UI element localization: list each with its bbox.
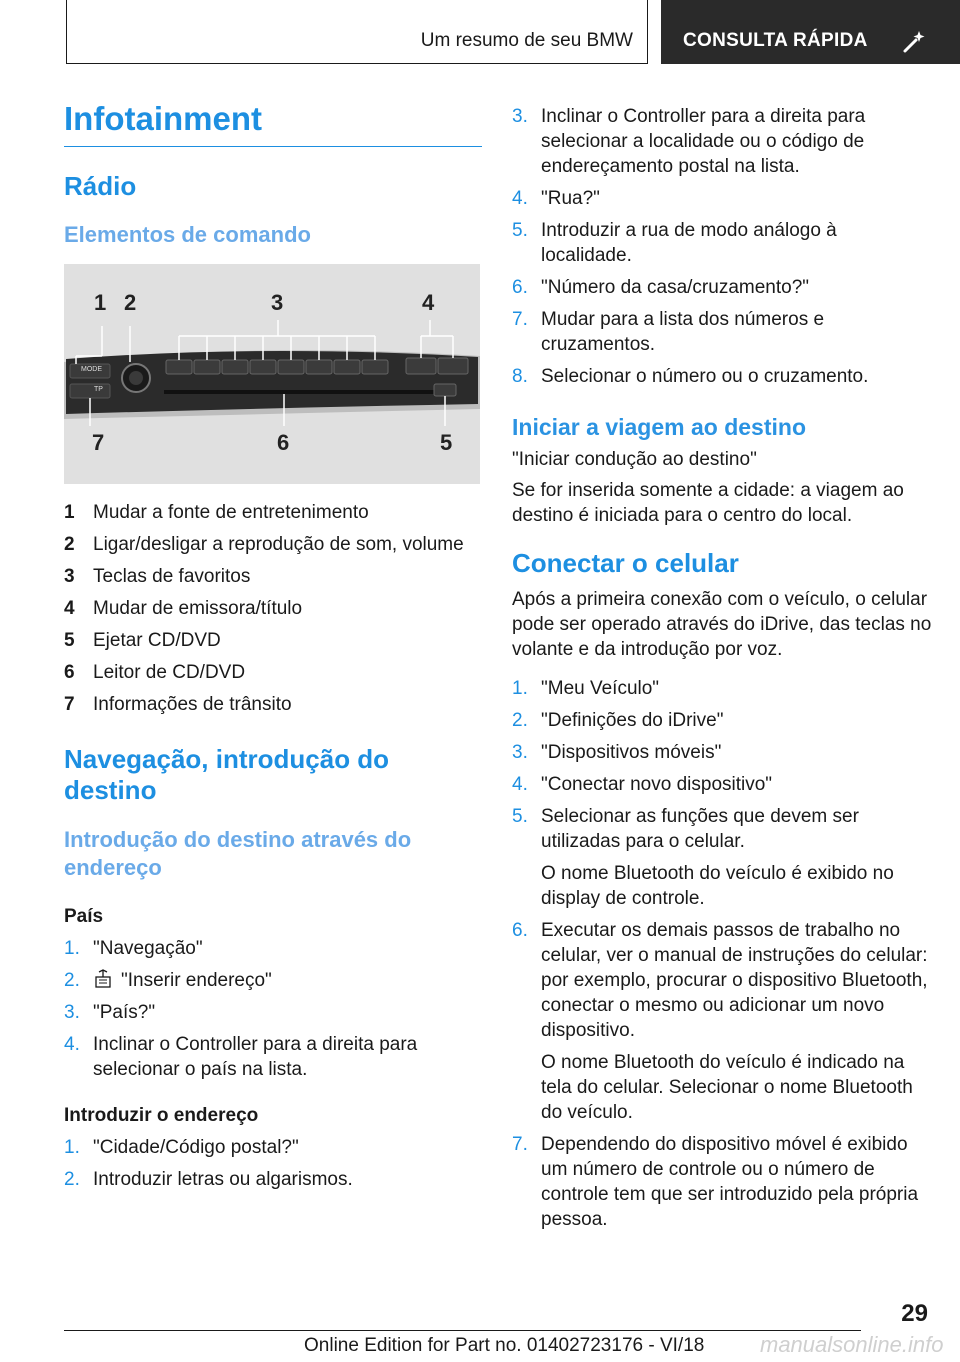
list-item: 3. Inclinar o Controller para a direita para selecionar a localidade ou o código de endereçamento postal na lista. <box>512 106 866 177</box>
list-item: 6. "Número da casa/cruzamento?" <box>512 277 810 298</box>
figure-label-3: 3 <box>271 290 284 315</box>
list-item: 8. Selecionar o número ou o cruzamento. <box>512 366 869 387</box>
address-input-icon <box>93 969 113 989</box>
navigation-heading: Navegação, introdução do destino <box>64 744 390 805</box>
watermark: manualsonline.info <box>760 1332 944 1357</box>
figure-label-5: 5 <box>440 430 453 455</box>
controls-heading: Elementos de comando <box>64 222 311 247</box>
address-steps-continued <box>512 104 932 389</box>
country-steps <box>64 936 482 1082</box>
list-item: 1. "Cidade/Código postal?" <box>64 1137 299 1158</box>
start-route-menu: "Iniciar condução ao destino" <box>512 449 757 470</box>
enter-address-heading: Introduzir o endereço <box>64 1105 259 1126</box>
list-item: 3. "Dispositivos móveis" <box>512 742 722 763</box>
header-section-box <box>66 0 648 64</box>
radio-heading: Rádio <box>64 171 137 201</box>
legend-item: 6 Leitor de CD/DVD <box>64 662 246 683</box>
list-item-note: O nome Bluetooth do veículo é indicado na tela do celular. Selecionar o nome Bluetooth do veículo. <box>541 1052 913 1123</box>
address-steps <box>64 1135 482 1192</box>
address-entry-heading: Introdução do destino através do endereço <box>64 827 412 880</box>
mode-button-label: MODE <box>81 366 102 373</box>
edition-info: Online Edition for Part no. 01402723176 - VI/18 <box>304 1335 705 1356</box>
footer-divider <box>64 1330 861 1331</box>
wand-icon <box>901 28 927 54</box>
tp-button-label: TP <box>94 386 103 393</box>
list-item: 6. Executar os demais passos de trabalho no celular, ver o manual de instruções do celular: por exemplo, procurar o dispositivo Bluetooth, conectar o mesmo ou adicionar um novo dispositivo. O nome Bluetooth do veículo é indicado na tela do celular. Selecionar o nome Bluetooth do veículo. <box>512 918 932 1125</box>
quick-reference-tab <box>661 0 960 64</box>
list-item-note: O nome Bluetooth do veículo é exibido no display de controle. <box>541 863 894 909</box>
list-item: 4. Inclinar o Controller para a direita para selecionar o país na lista. <box>64 1034 418 1080</box>
legend-item: 4 Mudar de emissora/título <box>64 598 303 619</box>
page-title: Infotainment <box>64 100 482 147</box>
list-item: 4. "Rua?" <box>512 188 600 209</box>
figure-label-2: 2 <box>124 290 137 315</box>
list-item: 2. "Inserir endereço" <box>64 970 272 991</box>
tab-label: CONSULTA RÁPIDA <box>683 30 868 51</box>
controls-legend <box>64 500 482 717</box>
list-item: 3. "País?" <box>64 1002 156 1023</box>
right-column <box>512 104 932 1239</box>
country-heading: País <box>64 906 104 927</box>
figure-label-6: 6 <box>277 430 290 455</box>
list-item: 2. "Definições do iDrive" <box>512 710 724 731</box>
list-item: 7. Dependendo do dispositivo móvel é exibido um número de controle ou o número de controle tem que ser introduzido pela própria pessoa. <box>512 1134 919 1230</box>
connect-phone-intro: Após a primeira conexão com o veículo, o celular pode ser operado através do iDrive, das teclas no volante e da introdução por voz. <box>512 589 932 660</box>
list-item: 2. Introduzir letras ou algarismos. <box>64 1169 353 1190</box>
legend-item: 2 Ligar/desligar a reprodução de som, volume <box>64 534 464 555</box>
page-number: 29 <box>901 1300 928 1327</box>
list-item: 5. Selecionar as funções que devem ser utilizadas para o celular. O nome Bluetooth do veículo é exibido no display de controle. <box>512 804 932 911</box>
list-item: 5. Introduzir a rua de modo análogo à localidade. <box>512 220 837 266</box>
phone-steps <box>512 676 932 1232</box>
start-route-note: Se for inserida somente a cidade: a viagem ao destino é iniciada para o centro do local. <box>512 480 904 526</box>
figure-label-1: 1 <box>94 290 107 315</box>
legend-item: 5 Ejetar CD/DVD <box>64 630 221 651</box>
start-route-heading: Iniciar a viagem ao destino <box>512 414 806 440</box>
list-item: 7. Mudar para a lista dos números e cruzamentos. <box>512 309 825 355</box>
legend-item: 1 Mudar a fonte de entretenimento <box>64 502 369 523</box>
legend-item: 3 Teclas de favoritos <box>64 566 251 587</box>
left-column <box>64 100 482 1199</box>
section-title: Um resumo de seu BMW <box>420 30 633 51</box>
list-item: 1. "Navegação" <box>64 938 203 959</box>
connect-phone-heading: Conectar o celular <box>512 548 739 578</box>
figure-label-7: 7 <box>92 430 105 455</box>
list-item: 1. "Meu Veículo" <box>512 678 660 699</box>
legend-item: 7 Informações de trânsito <box>64 694 292 715</box>
figure-label-4: 4 <box>422 290 435 315</box>
list-item: 4. "Conectar novo dispositivo" <box>512 774 773 795</box>
radio-controls-figure <box>64 264 480 484</box>
